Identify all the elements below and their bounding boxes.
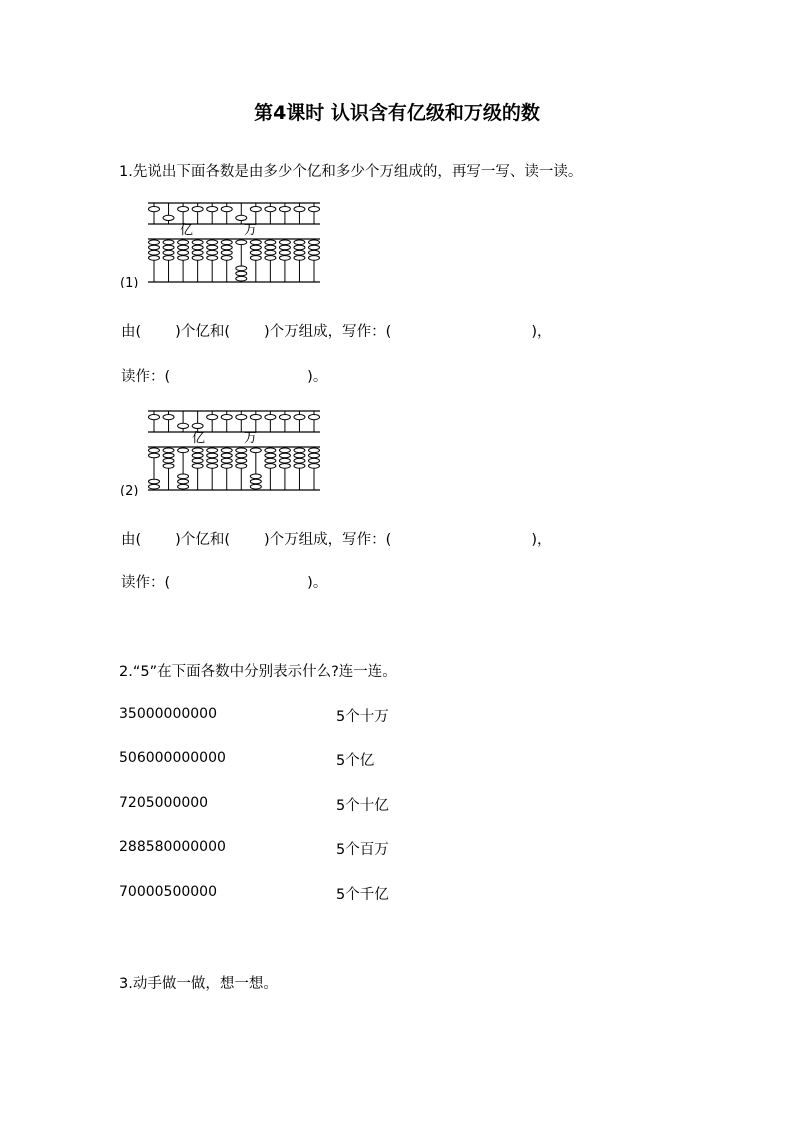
abacus-1-wan-label: 万	[244, 223, 258, 238]
abacus-bead-lower	[192, 458, 203, 463]
abacus-bead-lower	[265, 448, 276, 453]
abacus-bead-lower	[294, 453, 305, 458]
abacus-bead-lower	[192, 245, 203, 250]
abacus-bead-lower	[279, 464, 290, 469]
abacus-bead-lower	[294, 250, 305, 255]
abacus-bead-upper	[192, 207, 203, 212]
abacus-bead-lower	[207, 458, 218, 463]
abacus-bead-upper	[279, 207, 290, 212]
abacus-bead-lower	[221, 453, 232, 458]
number-item[interactable]: 7205000000	[119, 795, 209, 811]
abacus-bead-lower	[178, 250, 189, 255]
q1-line-b-2	[121, 571, 327, 592]
number-item[interactable]: 288580000000	[119, 839, 226, 855]
q1-line-a-1	[121, 320, 552, 341]
abacus-bead-lower	[192, 256, 203, 261]
abacus-bead-lower	[309, 448, 320, 453]
abacus-bead-upper	[309, 207, 320, 212]
abacus-bead-lower	[192, 250, 203, 255]
abacus-bead-lower	[178, 240, 189, 245]
abacus-bead-lower	[163, 448, 174, 453]
abacus-bead-lower	[250, 484, 261, 489]
abacus-1-drawing	[118, 198, 328, 288]
abacus-bead-lower	[221, 245, 232, 250]
abacus-bead-lower	[265, 256, 276, 261]
meaning-item[interactable]: 5个千亿	[336, 887, 389, 903]
abacus-bead-lower	[163, 245, 174, 250]
abacus-bead-upper	[309, 415, 320, 420]
number-item[interactable]: 35000000000	[119, 706, 217, 722]
abacus-2-wan-label: 万	[244, 431, 258, 446]
text-ge-wan-xiezuo: )个万组成，写作：(	[264, 324, 392, 340]
abacus-bead-lower	[221, 240, 232, 245]
abacus-bead-lower	[149, 245, 160, 250]
abacus-bead-upper	[163, 415, 174, 420]
abacus-bead-lower	[236, 271, 247, 276]
abacus-bead-lower	[250, 448, 261, 453]
abacus-bead-lower	[149, 453, 160, 458]
abacus-bead-lower	[250, 474, 261, 479]
abacus-bead-lower	[279, 240, 290, 245]
abacus-bead-lower	[236, 464, 247, 469]
abacus-2	[118, 406, 328, 496]
abacus-bead-lower	[265, 245, 276, 250]
text-close: )。	[307, 575, 328, 591]
abacus-1-label: (1)	[120, 276, 139, 288]
abacus-bead-upper	[221, 415, 232, 420]
abacus-bead-lower	[279, 256, 290, 261]
abacus-bead-lower	[221, 458, 232, 463]
abacus-bead-lower	[309, 464, 320, 469]
abacus-bead-lower	[207, 448, 218, 453]
abacus-bead-upper	[207, 415, 218, 420]
abacus-bead-lower	[309, 250, 320, 255]
abacus-bead-lower	[178, 479, 189, 484]
abacus-bead-lower	[265, 240, 276, 245]
abacus-bead-lower	[294, 240, 305, 245]
abacus-bead-lower	[207, 256, 218, 261]
abacus-1	[118, 198, 328, 288]
abacus-bead-lower	[294, 256, 305, 261]
abacus-bead-lower	[309, 245, 320, 250]
abacus-bead-lower	[250, 250, 261, 255]
abacus-bead-upper	[236, 215, 247, 220]
abacus-bead-lower	[192, 240, 203, 245]
abacus-bead-lower	[250, 479, 261, 484]
text-duzuo: 读作：(	[121, 369, 171, 385]
abacus-bead-upper	[265, 415, 276, 420]
abacus-bead-upper	[178, 423, 189, 428]
abacus-bead-lower	[309, 458, 320, 463]
abacus-bead-lower	[178, 484, 189, 489]
abacus-bead-lower	[294, 448, 305, 453]
q3-prompt: 3.动手做一做，想一想。	[119, 976, 278, 992]
abacus-2-yi-label: 亿	[192, 431, 206, 446]
abacus-bead-lower	[163, 250, 174, 255]
abacus-bead-lower	[163, 453, 174, 458]
abacus-bead-lower	[265, 250, 276, 255]
abacus-bead-lower	[221, 256, 232, 261]
abacus-bead-upper	[149, 415, 160, 420]
q1-prompt: 1.先说出下面各数是由多少个亿和多少个万组成的，再写一写、读一读。	[119, 164, 583, 180]
abacus-bead-lower	[149, 250, 160, 255]
abacus-bead-lower	[149, 240, 160, 245]
abacus-bead-lower	[163, 256, 174, 261]
abacus-bead-upper	[163, 215, 174, 220]
abacus-bead-lower	[149, 484, 160, 489]
abacus-bead-lower	[207, 453, 218, 458]
text-duzuo: 读作：(	[121, 575, 171, 591]
abacus-bead-upper	[294, 415, 305, 420]
abacus-bead-lower	[265, 453, 276, 458]
abacus-bead-lower	[294, 464, 305, 469]
text-close: )，	[531, 324, 552, 340]
abacus-bead-lower	[149, 448, 160, 453]
abacus-bead-upper	[207, 207, 218, 212]
abacus-bead-lower	[163, 464, 174, 469]
abacus-bead-upper	[250, 207, 261, 212]
abacus-bead-lower	[279, 250, 290, 255]
abacus-bead-upper	[221, 207, 232, 212]
abacus-bead-upper	[236, 415, 247, 420]
text-ge-yi-he: )个亿和(	[175, 324, 230, 340]
text-ge-wan-xiezuo: )个万组成，写作：(	[264, 532, 392, 548]
meaning-item[interactable]: 5个十亿	[336, 798, 389, 814]
abacus-bead-lower	[279, 448, 290, 453]
abacus-bead-lower	[221, 464, 232, 469]
abacus-bead-upper	[279, 415, 290, 420]
abacus-bead-upper	[149, 207, 160, 212]
abacus-bead-lower	[265, 464, 276, 469]
abacus-bead-lower	[309, 453, 320, 458]
abacus-2-label: (2)	[120, 484, 139, 496]
meaning-item[interactable]: 5个百万	[336, 842, 389, 858]
q2-prompt: 2.“5”在下面各数中分别表示什么?连一连。	[119, 664, 397, 680]
abacus-bead-lower	[250, 256, 261, 261]
abacus-bead-lower	[192, 464, 203, 469]
abacus-bead-lower	[265, 458, 276, 463]
abacus-bead-lower	[236, 448, 247, 453]
page-title: 第4课时 认识含有亿级和万级的数	[254, 102, 540, 124]
abacus-bead-upper	[294, 207, 305, 212]
abacus-bead-lower	[236, 240, 247, 245]
abacus-bead-lower	[207, 464, 218, 469]
text-you: 由(	[121, 324, 142, 340]
abacus-bead-lower	[178, 448, 189, 453]
abacus-bead-lower	[221, 448, 232, 453]
meaning-item[interactable]: 5个十万	[336, 709, 389, 725]
abacus-bead-upper	[250, 415, 261, 420]
text-you: 由(	[121, 532, 142, 548]
abacus-bead-lower	[236, 266, 247, 271]
abacus-bead-lower	[236, 458, 247, 463]
abacus-bead-lower	[294, 458, 305, 463]
abacus-bead-lower	[178, 256, 189, 261]
abacus-bead-lower	[207, 250, 218, 255]
abacus-bead-lower	[279, 458, 290, 463]
abacus-bead-lower	[207, 245, 218, 250]
abacus-bead-lower	[279, 453, 290, 458]
abacus-bead-lower	[163, 458, 174, 463]
abacus-bead-upper	[192, 423, 203, 428]
abacus-bead-lower	[192, 453, 203, 458]
abacus-bead-lower	[149, 256, 160, 261]
abacus-bead-lower	[163, 240, 174, 245]
q1-line-a-2	[121, 528, 552, 549]
abacus-bead-lower	[309, 240, 320, 245]
text-close: )。	[307, 369, 328, 385]
abacus-bead-lower	[236, 453, 247, 458]
abacus-bead-lower	[192, 448, 203, 453]
abacus-bead-lower	[149, 479, 160, 484]
abacus-bead-lower	[309, 256, 320, 261]
abacus-2-drawing	[118, 406, 328, 496]
abacus-1-yi-label: 亿	[180, 223, 194, 238]
number-item[interactable]: 70000500000	[119, 884, 217, 900]
abacus-bead-lower	[236, 276, 247, 281]
number-item[interactable]: 506000000000	[119, 750, 226, 766]
meaning-item[interactable]: 5个亿	[336, 753, 375, 769]
abacus-bead-upper	[178, 207, 189, 212]
abacus-bead-lower	[294, 245, 305, 250]
abacus-bead-lower	[279, 245, 290, 250]
abacus-bead-upper	[265, 207, 276, 212]
abacus-bead-lower	[178, 474, 189, 479]
abacus-bead-lower	[178, 245, 189, 250]
abacus-bead-lower	[221, 250, 232, 255]
text-close: )，	[531, 532, 552, 548]
abacus-bead-lower	[207, 240, 218, 245]
abacus-bead-lower	[250, 240, 261, 245]
abacus-bead-lower	[250, 245, 261, 250]
text-ge-yi-he: )个亿和(	[175, 532, 230, 548]
q1-line-b-1	[121, 365, 327, 386]
